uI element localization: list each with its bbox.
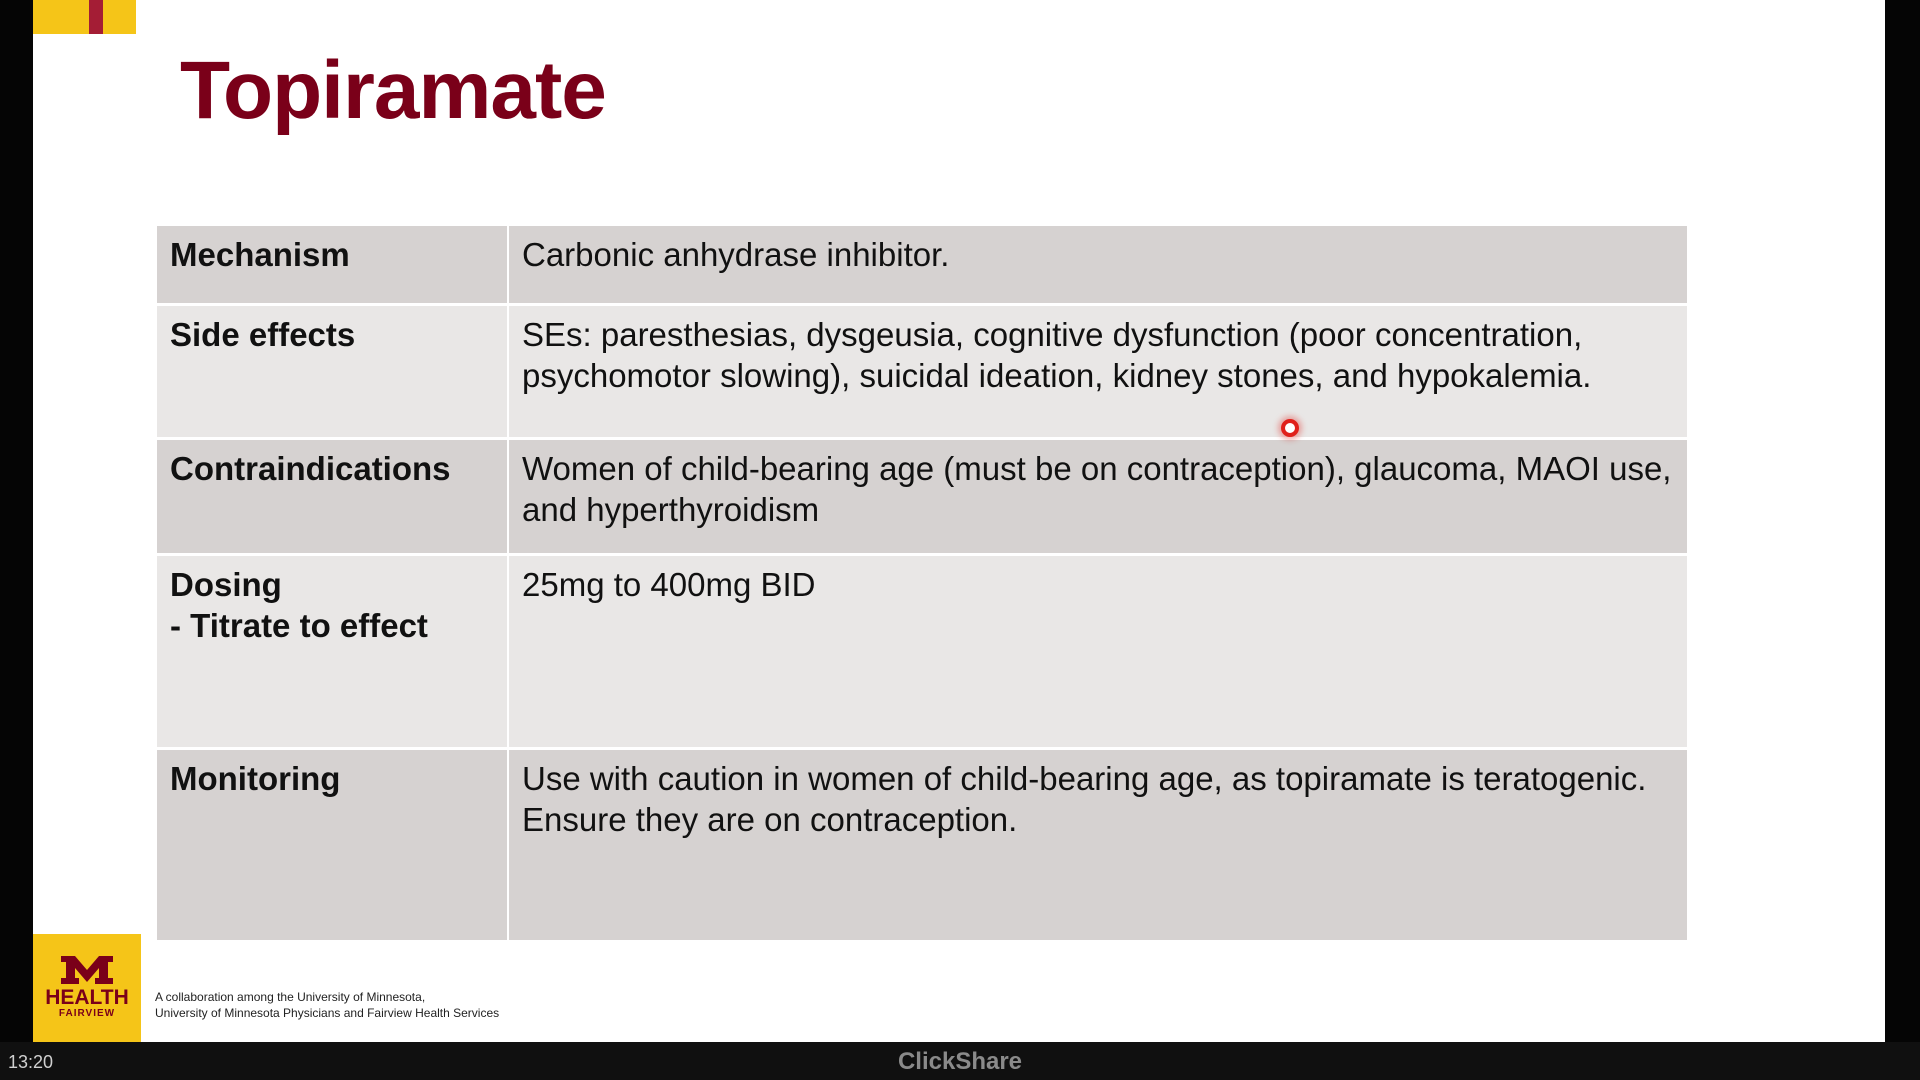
- row-label: [157, 554, 508, 748]
- top-accent-bar: [33, 0, 136, 34]
- clickshare-brand: ClickShare: [897, 1048, 1023, 1075]
- block-m-icon: [61, 956, 113, 984]
- row-value: Women of child-bearing age (must be on contraception), glaucoma, MAOI use, and hyperthyroidism: [508, 438, 1687, 554]
- status-bar: [0, 1042, 1920, 1080]
- clock-time: 13:20: [8, 1052, 54, 1072]
- drug-info-table: [157, 226, 1687, 940]
- logo-fairview-text: FAIRVIEW: [58, 1008, 116, 1019]
- university-logo: [33, 934, 141, 1042]
- row-value: SEs: paresthesias, dysgeusia, cognitive dysfunction (poor concentration, psychomotor slowing), suicidal ideation, kidney stones, and hypokalemia.: [508, 304, 1687, 438]
- table-row-dosing: [157, 554, 1687, 748]
- dosing-label: Dosing: [170, 565, 282, 603]
- row-label: Side effects: [157, 304, 508, 438]
- collaboration-note: [155, 989, 499, 1021]
- row-label: Mechanism: [157, 226, 508, 304]
- table-row-contraindications: [157, 438, 1687, 554]
- slide-title: Topiramate: [180, 45, 606, 136]
- table-row-mechanism: [157, 226, 1687, 304]
- laser-pointer-icon: [1281, 419, 1299, 437]
- row-value: Carbonic anhydrase inhibitor.: [508, 226, 1687, 304]
- table-row-monitoring: [157, 748, 1687, 940]
- collaboration-line-2: University of Minnesota Physicians and Fairview Health Services: [155, 1006, 500, 1020]
- collaboration-line-1: A collaboration among the University of Minnesota,: [155, 990, 426, 1004]
- row-label: Monitoring: [157, 748, 508, 940]
- table-row-side-effects: [157, 304, 1687, 438]
- logo-health-text: HEALTH: [45, 986, 129, 1009]
- row-label: Contraindications: [157, 438, 508, 554]
- row-value: Use with caution in women of child-bearing age, as topiramate is teratogenic. Ensure they are on contraception.: [508, 748, 1687, 940]
- dosing-sublabel: - Titrate to effect: [170, 606, 428, 644]
- row-value: 25mg to 400mg BID: [508, 554, 1687, 748]
- presentation-slide: [33, 0, 1885, 1042]
